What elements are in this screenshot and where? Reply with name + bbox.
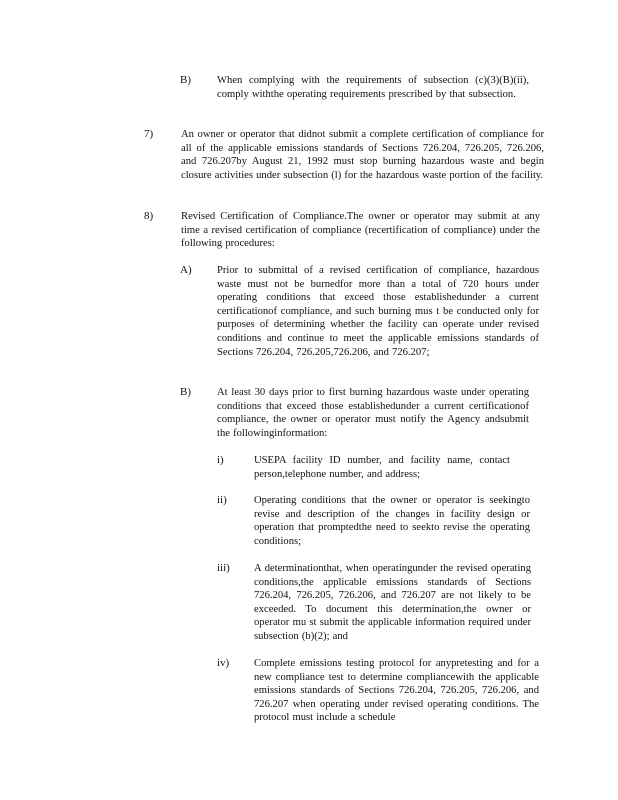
item-text: When complying with the requirements of subsection (c)(3)(B)(ii), comply withthe operating requirements prescribed by that subsection. xyxy=(217,75,529,100)
item-text: Operating conditions that the owner or operator is seekingto revise and description of the changes in facility design or operation that promptedthe need to seekto revise the operating conditions; xyxy=(254,495,530,547)
item-text: Revised Certification of Compliance.The owner or operator may submit at any time a revised certification of compliance (recertification of compliance) under the following procedures: xyxy=(181,211,540,250)
item-text: USEPA facility ID number, and facility name, contact person,telephone number, and address; xyxy=(254,455,510,480)
item-text: At least 30 days prior to first burning hazardous waste under operating conditions that exceed those establishedunder a current certificationof compliance, the owner or operator must notify the Agency andsubmit the followinginformation: xyxy=(217,387,529,439)
item-marker: iv) xyxy=(217,657,230,669)
item-marker: 8) xyxy=(144,210,154,222)
item-marker: A) xyxy=(180,264,192,276)
item-marker: 7) xyxy=(144,128,154,140)
item-marker: iii) xyxy=(217,562,230,574)
item-text: An owner or operator that didnot submit a complete certification of compliance for all of the applicable emissions standards of Sections 726.204, 726.205, 726.206, and 726.207by August 21, 1992 must stop burning hazardous waste and begin closure activities under subsection (l) for the hazardous waste portion of the facility. xyxy=(181,129,544,181)
item-marker: B) xyxy=(180,74,191,86)
item-text: Prior to submittal of a revised certification of compliance, hazardous waste must not be burnedfor more than a total of 720 hours under operating conditions that exceed those establishedunder a current certificationof compliance, and such burning mus t be conducted only for purposes of determining whether the facility can operate under revised conditions and continue to meet the applicable emissions standards of Sections 726.204, 726.205,726.206, and 726.207; xyxy=(217,265,539,358)
item-text: A determinationthat, when operatingunder the revised operating conditions,the applicable emissions standards of Sections 726.204, 726.205, 726.206, and 726.207 are not likely to be exceeded. To document this determination,the owner or operator mu st submit the applicable information required under subsection (b)(2); and xyxy=(254,563,531,642)
item-marker: B) xyxy=(180,386,191,398)
item-marker: ii) xyxy=(217,494,227,506)
item-marker: i) xyxy=(217,454,224,466)
item-text: Complete emissions testing protocol for anypretesting and for a new compliance test to determine compliancewith the applicable emissions standards of Sections 726.204, 726.205, 726.206, and 726.207 when operating under revised operating conditions. The protocol must include a schedule xyxy=(254,658,539,724)
